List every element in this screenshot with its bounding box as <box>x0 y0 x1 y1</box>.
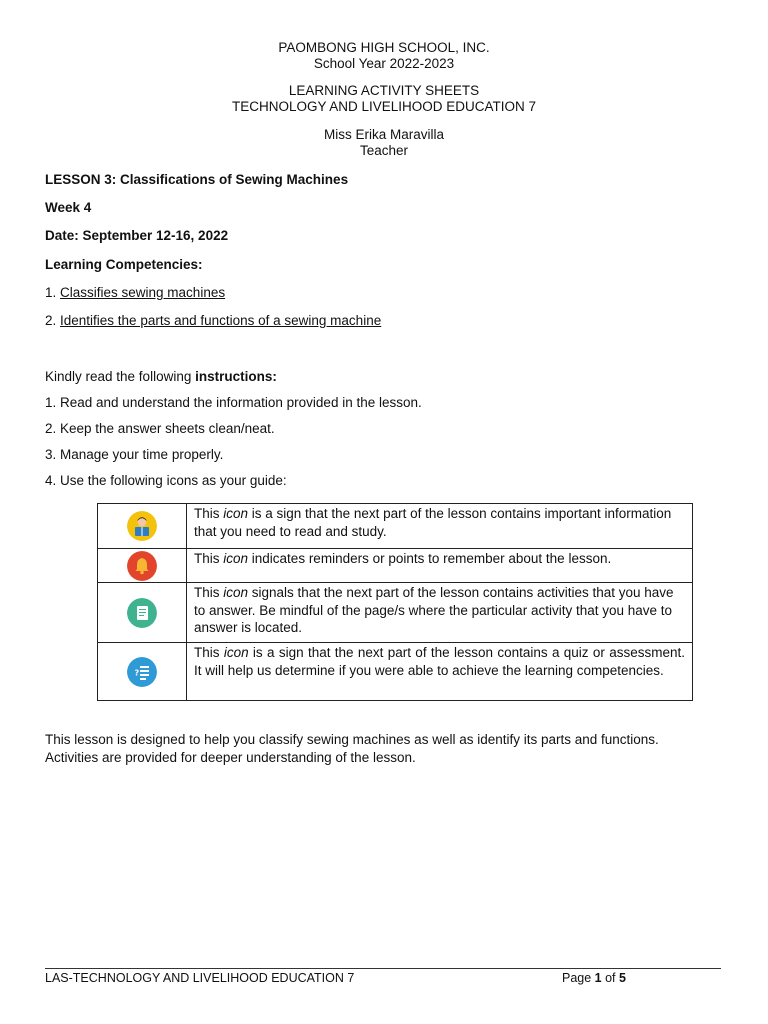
icon-cell <box>98 549 187 583</box>
document-title-block <box>0 83 768 115</box>
reader-icon <box>127 511 157 541</box>
instruction-item: 1. Read and understand the information provided in the lesson. <box>45 395 422 410</box>
competency-text: Classifies sewing machines <box>60 285 226 300</box>
subject-title: TECHNOLOGY AND LIVELIHOOD EDUCATION 7 <box>231 99 537 114</box>
footer-title: LAS-TECHNOLOGY AND LIVELIHOOD EDUCATION 7 <box>45 971 355 985</box>
quiz-icon <box>127 657 157 687</box>
instruction-item: 3. Manage your time properly. <box>45 447 224 462</box>
school-header <box>0 40 768 72</box>
instruction-item: 4. Use the following icons as your guide: <box>45 473 287 488</box>
lesson-date: Date: September 12-16, 2022 <box>45 228 229 243</box>
instruction-item: 2. Keep the answer sheets clean/neat. <box>45 421 275 436</box>
document-title: LEARNING ACTIVITY SHEETS <box>288 83 480 98</box>
table-row <box>98 549 693 583</box>
competencies-heading: Learning Competencies: <box>45 257 203 272</box>
icon-cell <box>98 583 187 643</box>
competency-item: 1. Classifies sewing machines <box>45 285 226 300</box>
icon-cell <box>98 504 187 549</box>
table-row <box>98 643 693 701</box>
document-icon <box>127 598 157 628</box>
teacher-role: Teacher <box>359 143 409 158</box>
lesson-week: Week 4 <box>45 200 92 215</box>
svg-text:?: ? <box>134 668 140 677</box>
closing-paragraph: This lesson is designed to help you classify sewing machines as well as identify its parts and functions. Activities are provided for deeper understanding of the lesson. <box>45 732 659 765</box>
teacher-block <box>0 127 768 159</box>
icon-description: This icon is a sign that the next part of the lesson contains important information that you need to read and study. <box>187 504 693 549</box>
bell-icon <box>127 551 157 581</box>
teacher-name: Miss Erika Maravilla <box>323 127 445 142</box>
icon-cell <box>98 643 187 701</box>
page-number: Page 1 of 5 <box>562 971 626 985</box>
icon-description: This icon is a sign that the next part of the lesson contains a quiz or assessment. It will help us determine if you were able to achieve the learning competencies. <box>187 643 693 701</box>
icon-guide-table <box>97 503 693 701</box>
icon-description: This icon indicates reminders or points to remember about the lesson. <box>187 549 693 583</box>
competency-item: 2. Identifies the parts and functions of a sewing machine <box>45 313 382 328</box>
instructions-intro: Kindly read the following instructions: <box>45 369 277 384</box>
competency-text: Identifies the parts and functions of a sewing machine <box>60 313 382 328</box>
lesson-title: LESSON 3: Classifications of Sewing Machines <box>45 172 349 187</box>
icon-description: This icon signals that the next part of the lesson contains activities that you have to answer. Be mindful of the page/s where the particular activity that you have to answer is located. <box>187 583 693 643</box>
school-year: School Year 2022-2023 <box>313 56 455 71</box>
school-name: PAOMBONG HIGH SCHOOL, INC. <box>278 40 490 55</box>
table-row <box>98 504 693 549</box>
footer-divider <box>45 968 721 969</box>
table-row <box>98 583 693 643</box>
